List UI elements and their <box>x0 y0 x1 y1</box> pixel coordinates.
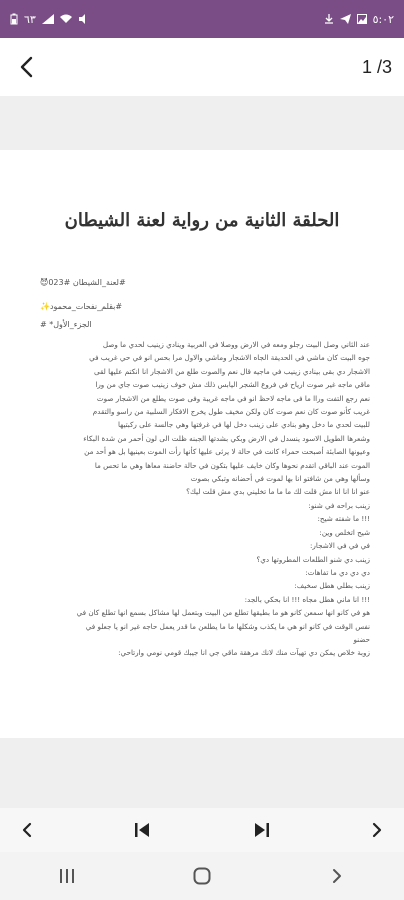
body-line: وسألها وهي من شافتو انا بها لموت في أحضانه وتبكي بصوت <box>190 474 370 484</box>
gallery-icon <box>357 14 367 24</box>
status-bar <box>0 0 404 38</box>
document-page[interactable] <box>0 150 404 738</box>
skip-next-icon <box>254 823 270 837</box>
body-line: !!! انا ماني هطل مجاه !!! انا بحكي بالجد: <box>244 594 370 604</box>
prev-page-button[interactable] <box>12 815 42 845</box>
download-icon <box>324 14 334 24</box>
chevron-right-icon <box>332 868 342 884</box>
back-button[interactable] <box>12 53 40 81</box>
app-bar <box>0 38 404 96</box>
body-line: حضنو <box>353 634 370 644</box>
body-line: للبيت لحدي ما دخل وهو بنادي على زينب دخل لها في غرفتها وهي جالسة على ركبتيها <box>117 420 370 430</box>
body-line: زينب دي شنو الطلعات المطروتها دي؟ <box>256 554 370 564</box>
next-page-button[interactable] <box>362 815 392 845</box>
battery-icon <box>10 13 18 25</box>
recent-apps-button[interactable] <box>47 861 87 891</box>
body-line: زوبة خلاص يمكن دي تهيآت منك لانك مرهقة ماقي جي انا جيبك قومي نومي وارتاحي: <box>118 648 370 658</box>
last-page-button[interactable] <box>247 815 277 845</box>
body-line: جوه البيت كان ماشي في الحديقة الجاه الاشجار وماشي والاول مرا بحس انو في حي غريب في <box>89 353 370 363</box>
body-line: وعيونها الصابئة أصبحت حمراء كانت في حالة لا يرثى عليها كأنها رأت الموت بعينيها بل هو أحد من <box>84 447 370 457</box>
body-line: الاشجار دي بقى بينادي زينيب في ماجيه قال نعم والصوت طلع من الاشجار انا انكتم عليها لقى <box>94 366 370 376</box>
signal-icon <box>42 14 54 24</box>
status-right <box>324 13 394 26</box>
battery-level: ٦٣ <box>24 12 36 26</box>
body-line: ماقي ماجه غير صوت ارياح في فروع الشجر اليابس ذلك مش خوف زينيب صوت جاي من ورا <box>95 380 370 390</box>
system-back-button[interactable] <box>317 861 357 891</box>
chevron-right-icon <box>372 822 382 838</box>
body-line: !!! ما شفته شيح: <box>317 514 370 524</box>
recent-apps-icon <box>59 868 75 884</box>
chevron-left-icon <box>22 822 32 838</box>
page-gap-top <box>0 96 404 150</box>
body-line: في في في الاشجار: <box>310 541 370 551</box>
time-label: ٥:٠٢ <box>372 12 394 26</box>
home-icon <box>193 867 211 885</box>
meta-line-3: الجزء_الأول* # <box>40 320 92 329</box>
meta-line-1: #لعنة_الشيطان #023😈 <box>40 278 126 287</box>
system-nav-bar <box>0 852 404 900</box>
telegram-icon <box>340 14 351 24</box>
skip-controls <box>127 815 277 845</box>
body-line: زينب بطلي هطل سخيف: <box>294 581 370 591</box>
meta-line-2: #بقلم_نفحات_محمود✨ <box>40 302 123 311</box>
body-line: عند الثاني وصل البيت رجلو ومعه في الارض ووصلا في العربية وينادي زينيب لحدي ما وصل <box>102 340 370 349</box>
document-body <box>42 338 370 660</box>
document-title: الحلقة الثانية من رواية لعنة الشيطان <box>64 210 340 231</box>
body-line: وشعرها الطويل الاسود ينسدل في الارض وبكي بشدتها الجبنه ظلت الى لون أحمر من شدة البكاء <box>83 433 370 443</box>
page-counter: 1 /3 <box>361 56 392 77</box>
body-line: شيح اتخلص وين: <box>319 527 370 537</box>
body-line: نفس الوقت في كانو انو هي ما يكذب وشكلها ما ما يطلعن ما قدر يعمل حاجه غير انو يا جعلو في <box>85 621 370 631</box>
status-left <box>10 13 88 26</box>
body-line: نعم رجع التفت وراا ما فى ماجه لاحظ انو في ماجه غريبة وفى صوت يطلع من الاشجار صوت <box>96 393 370 403</box>
home-button[interactable] <box>182 861 222 891</box>
body-line: زينب براحه في شنو: <box>308 500 370 510</box>
body-line: هو في كانو انها سمعن كانو هو ما بطيقها تطلع من البيت وبتعمل لها مشاكل بسمع انها تطلع كان في <box>76 608 370 618</box>
body-line: دي دي دي ما تفاهات: <box>305 567 370 577</box>
body-line: عنو انا انا انا مش قلت لك ما ما ما تخليني بدي مش قلت ليك؟ <box>186 487 370 497</box>
skip-previous-icon <box>134 823 150 837</box>
first-page-button[interactable] <box>127 815 157 845</box>
mute-icon <box>78 14 88 24</box>
body-line: غريب كأنو صوت كان نعم صوت كان ولكن مخيف طول يخرج الافكار السلبية من راسو والتقدم <box>92 407 370 417</box>
chevron-left-icon <box>19 56 33 78</box>
wifi-icon <box>60 14 72 24</box>
body-line: الموت عند الباقي اتقدم نحوها وكان خايف عليها بتكون في حالة حاضنة معاها وهي ما تحس ما <box>94 460 370 470</box>
reader-nav-bar <box>0 808 404 852</box>
